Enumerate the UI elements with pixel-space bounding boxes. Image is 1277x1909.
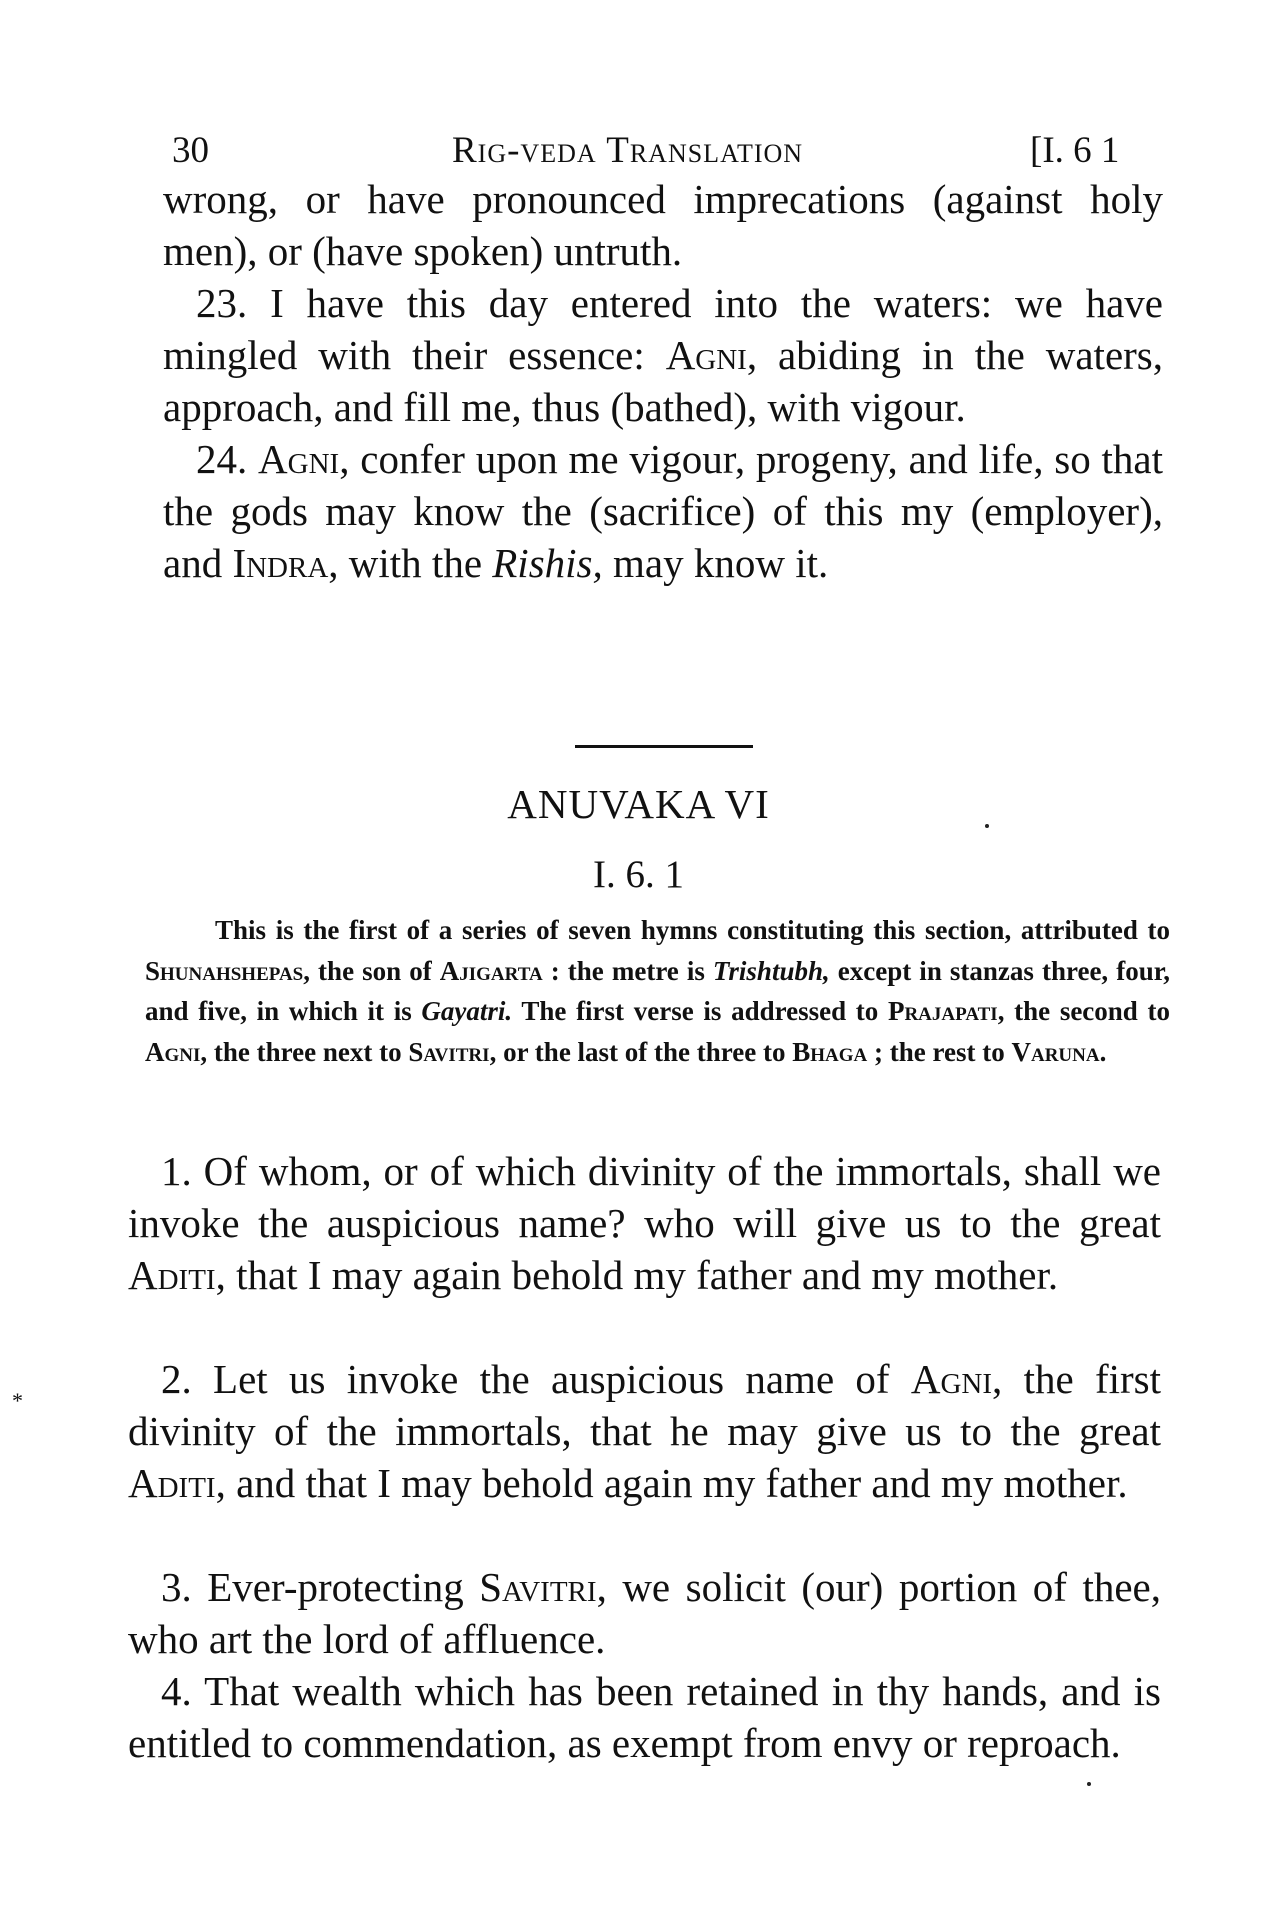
section-divider	[575, 745, 753, 748]
metre-gayatri: Gayatri.	[421, 996, 513, 1026]
verse-24-text-2: , with the	[328, 540, 493, 586]
name-savitri: Savitri	[479, 1564, 597, 1610]
intro-text: , the second to	[997, 996, 1171, 1026]
intro-text: : the metre is	[542, 955, 713, 986]
verse-3-text: 3. Ever-protecting	[161, 1564, 480, 1610]
verse-2-text-end: , and that I may behold again my father and my mother.	[215, 1460, 1128, 1506]
margin-asterisk: *	[12, 1388, 23, 1413]
verse-24-number: 24.	[196, 436, 259, 482]
hymn-introduction	[145, 910, 1170, 1072]
intro-text: , the three next to	[200, 1036, 409, 1067]
intro-text: except in stanzas three, four, and five, in which it is	[145, 955, 1170, 1026]
name-ajigarta: Ajigarta	[439, 955, 543, 986]
name-agni: Agni	[910, 1356, 993, 1402]
name-varuna: Varuna	[1011, 1036, 1100, 1067]
page-number: 30	[172, 130, 209, 171]
print-speck	[985, 824, 989, 828]
verse-1	[128, 1145, 1161, 1301]
intro-text: , the son of	[303, 955, 440, 986]
intro-text: .	[1099, 1036, 1107, 1067]
verse-1-text: 1. Of whom, or of which divinity of the immortals, shall we invoke the auspicious name? who will give us to the great	[128, 1148, 1161, 1246]
intro-text: The first verse is addressed to	[512, 996, 888, 1026]
name-bhaga: Bhaga	[792, 1036, 868, 1067]
metre-trishtubh: Trishtubh,	[712, 955, 830, 986]
name-indra: Indra	[232, 540, 329, 586]
verse-2-text-2: , the first divinity of the immortals, that he may give us to the great	[128, 1356, 1161, 1454]
name-agni: Agni	[258, 436, 340, 482]
verse-24-text-end: may know it.	[602, 540, 829, 586]
name-aditi: Aditi	[128, 1460, 216, 1506]
verse-23-text: 23. I have this day entered into the waters: we have mingled with their essence:	[163, 280, 1163, 378]
name-agni: Agni	[145, 1036, 201, 1067]
verse-23-text-end: , abiding in the waters, approach, and fill me, thus (bathed), with vigour.	[163, 332, 1163, 430]
section-title: ANUVAKA VI	[507, 781, 770, 827]
verse-24-text: , confer upon me vigour, progeny, and life, so that the gods may know the (sacrifice) of this my (employer), and	[163, 436, 1163, 586]
running-head	[160, 126, 1160, 176]
print-speck	[1087, 1782, 1091, 1786]
running-title: Rig-veda Translation	[452, 130, 804, 171]
continuation-paragraph: wrong, or have pronounced imprecations (against holy men), or (have spoken) untruth.	[163, 176, 1163, 274]
verse-23	[163, 277, 1163, 433]
name-shunahshepas: Shunahshepas	[145, 955, 304, 986]
name-savitri: Savitri	[408, 1036, 490, 1067]
hymn-reference: [I. 6 1	[1030, 130, 1120, 171]
verse-4: 4. That wealth which has been retained in thy hands, and is entitled to commendation, as exempt from envy or reproach.	[128, 1668, 1161, 1766]
intro-text: ; the rest to	[867, 1036, 1012, 1067]
name-aditi: Aditi	[128, 1252, 216, 1298]
intro-text: This is the first of a series of seven hymns constituting this section, attributed to	[215, 915, 1170, 945]
hymn-number: I. 6. 1	[593, 853, 684, 896]
intro-text: , or the last of the three to	[489, 1036, 793, 1067]
verse-2	[128, 1353, 1161, 1509]
name-agni: Agni	[665, 332, 747, 378]
verse-2-text: 2. Let us invoke the auspicious name of	[161, 1356, 911, 1402]
verse-3	[128, 1561, 1161, 1665]
verse-3-text-end: , we solicit (our) portion of thee, who art the lord of affluence.	[128, 1564, 1161, 1662]
verse-24	[163, 433, 1163, 589]
verse-1-text-end: , that I may again behold my father and my mother.	[215, 1252, 1059, 1298]
name-prajapati: Prajapati	[887, 996, 998, 1026]
rishis-term: Rishis,	[492, 540, 603, 586]
